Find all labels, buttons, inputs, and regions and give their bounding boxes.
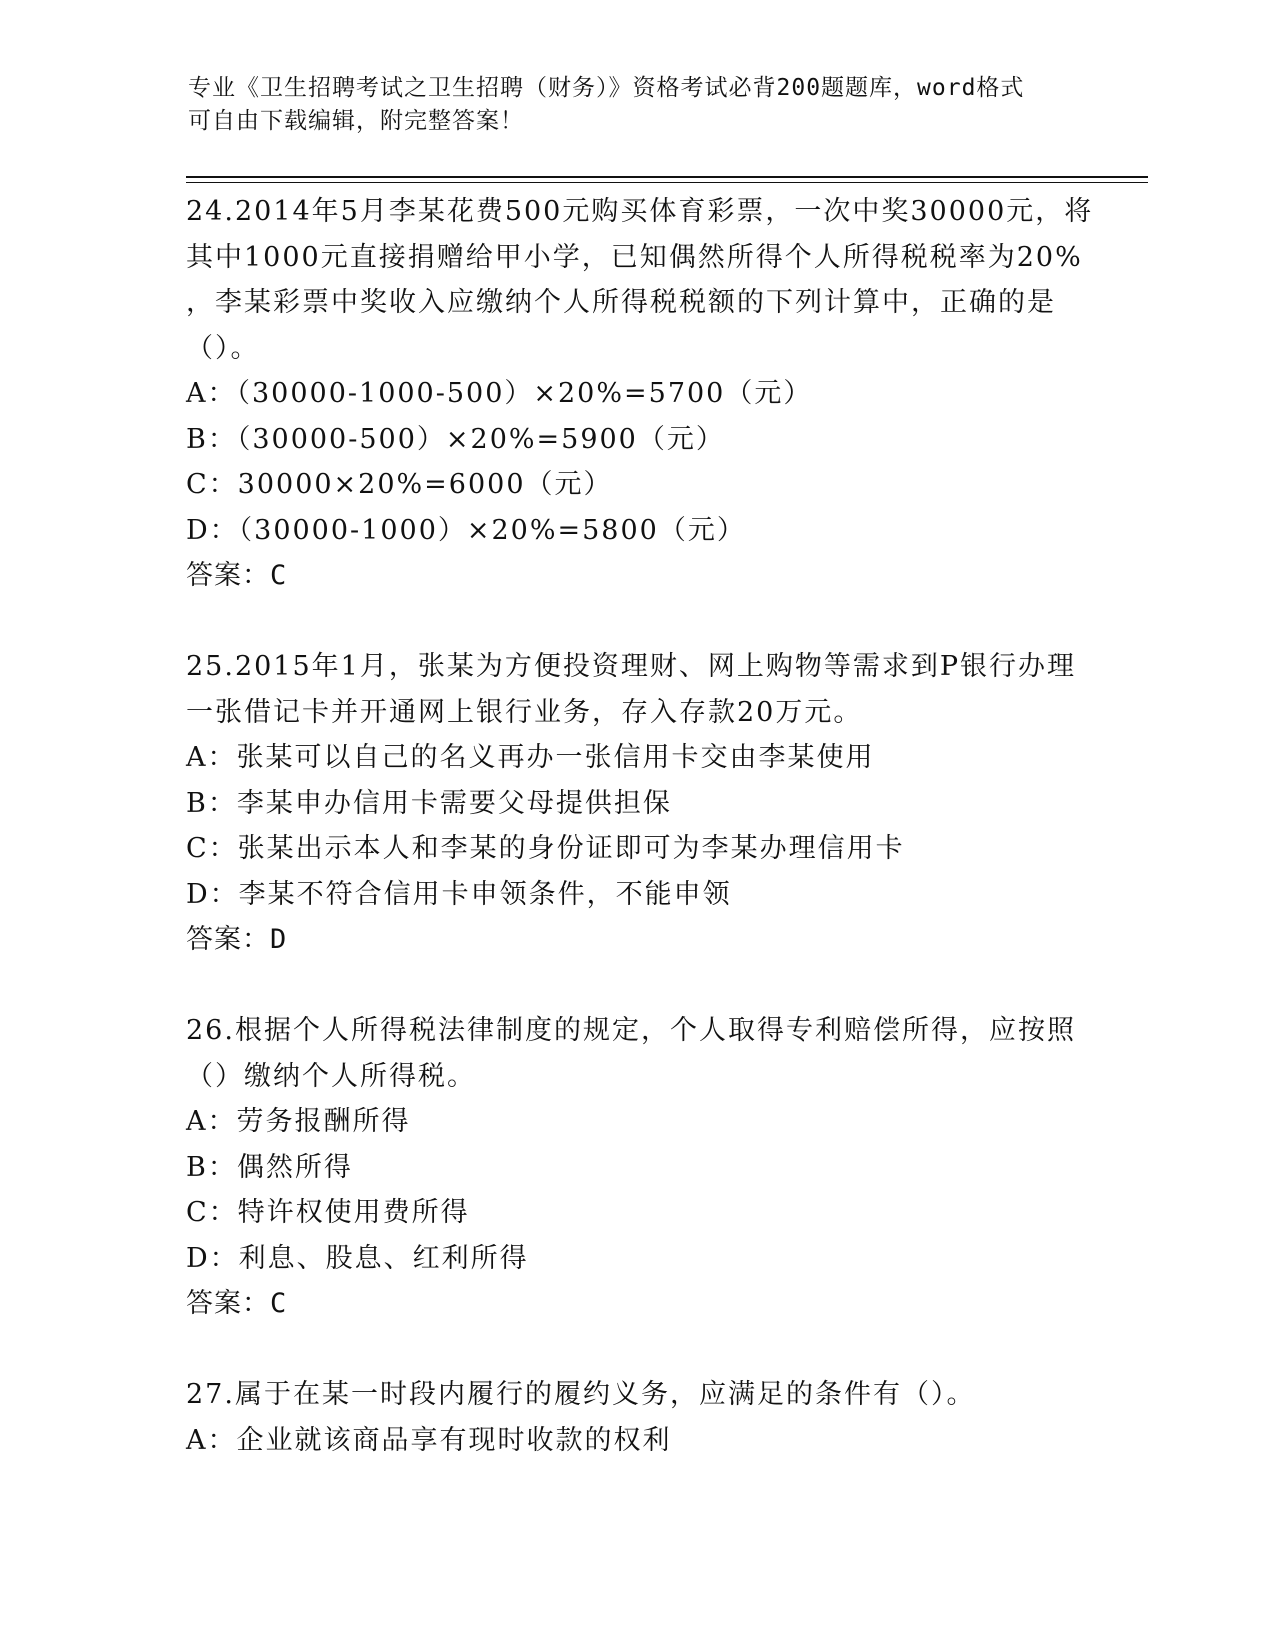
question-26 [186,1008,1106,1327]
header-rule-thick [186,176,1148,178]
option-d: D：（30000-1000）×20%=5800（元） [186,514,746,546]
answer: 答案：C [186,560,288,591]
question-24 [186,189,1106,599]
header-line-2: 可自由下载编辑，附完整答案！ [188,108,524,134]
header-rule-thin [186,182,1148,183]
option-b: B：偶然所得 [186,1151,353,1183]
question-stem-line: ，李某彩票中奖收入应缴纳个人所得税税额的下列计算中，正确的是 [186,287,1056,318]
answer: 答案：C [186,1288,288,1319]
question-27 [186,1372,1106,1463]
question-stem-line: 25.2015年1月，张某为方便投资理财、网上购物等需求到P银行办理 [186,651,1076,682]
answer: 答案：D [186,924,288,955]
question-stem-line: 27.属于在某一时段内履行的履约义务，应满足的条件有（）。 [186,1379,976,1410]
option-d: D：李某不符合信用卡申领条件，不能申领 [186,878,732,910]
question-stem-line: 其中1000元直接捐赠给甲小学，已知偶然所得个人所得税税率为20% [186,241,1083,273]
option-a: A：张某可以自己的名义再办一张信用卡交由李某使用 [186,742,875,773]
question-stem-line: （）缴纳个人所得税。 [186,1060,476,1092]
question-stem-line: 26.根据个人所得税法律制度的规定，个人取得专利赔偿所得，应按照 [186,1015,1076,1046]
option-a: A：企业就该商品享有现时收款的权利 [186,1424,672,1456]
question-stem-line: （）。 [186,332,260,364]
page-header [188,72,1088,138]
question-stem-line: 一张借记卡并开通网上银行业务，存入存款20万元。 [186,696,863,728]
spacer [186,963,1106,1009]
question-list [186,189,1106,1463]
spacer [186,599,1106,645]
option-c: C：张某出示本人和李某的身份证即可为李某办理信用卡 [186,833,905,864]
spacer [186,1327,1106,1373]
option-a: A：劳务报酬所得 [186,1106,411,1137]
option-b: B：（30000-500）×20%=5900（元） [186,423,725,455]
option-b: B：李某申办信用卡需要父母提供担保 [186,787,672,819]
question-25 [186,644,1106,963]
option-a: A：（30000-1000-500）×20%=5700（元） [186,378,813,409]
option-c: C：30000×20%=6000（元） [186,469,613,500]
header-line-1: 专业《卫生招聘考试之卫生招聘（财务）》资格考试必背200题题库，word格式 [188,75,1025,101]
option-d: D：利息、股息、红利所得 [186,1242,529,1274]
option-c: C：特许权使用费所得 [186,1197,470,1228]
question-stem-line: 24.2014年5月李某花费500元购买体育彩票，一次中奖30000元，将 [186,196,1094,227]
